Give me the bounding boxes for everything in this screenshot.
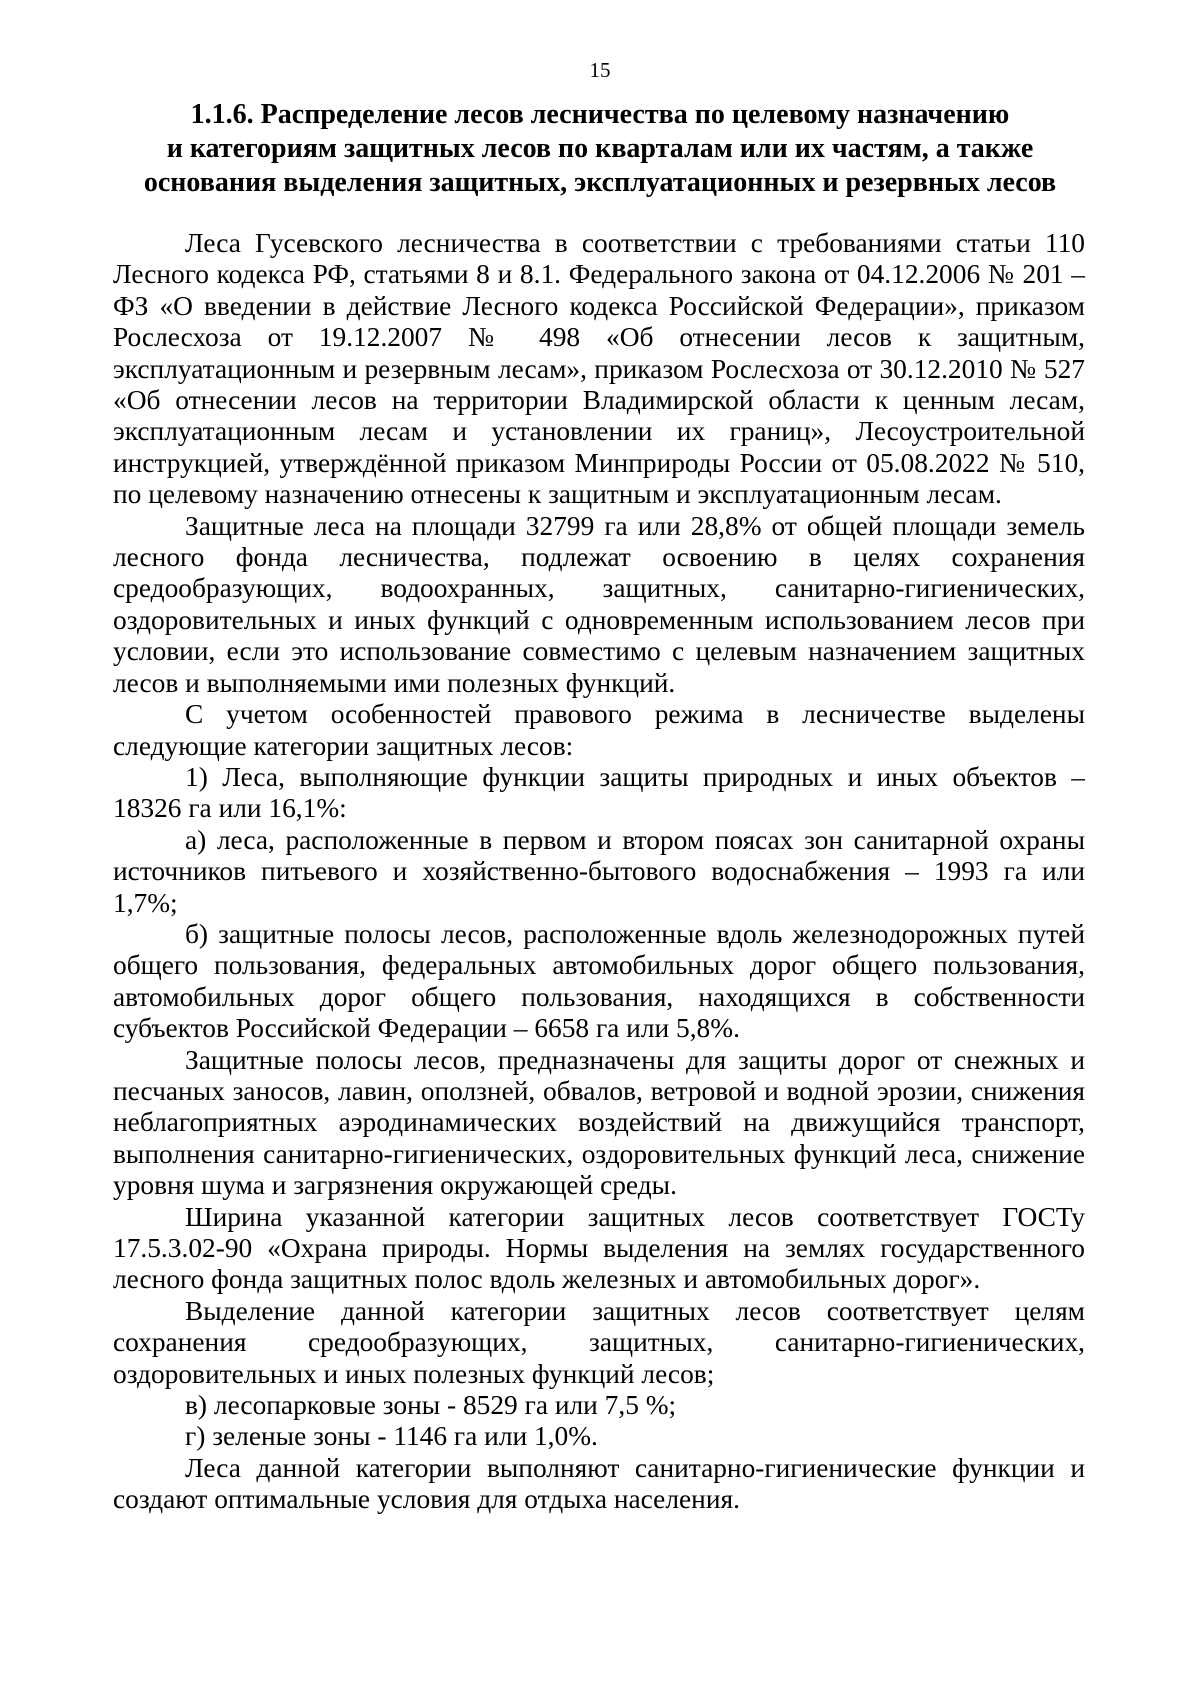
paragraph-protective-strips-purpose: Защитные полосы лесов, предназначены для защиты дорог от снежных и песчаных заносов, лавин, оползней, обвалов, ветровой и водной эрозии, снижения неблагоприятных аэродинамических воздействий на движущийся транспорт, выполнения санитарно-гигиенических, оздоровительных функций леса, снижение уровня шума и загрязнения окружающей среды. bbox=[113, 1044, 1085, 1201]
paragraph-subcategory-v: в) лесопарковые зоны - 8529 га или 7,5 %; bbox=[185, 1390, 677, 1421]
page-number: 15 bbox=[589, 58, 611, 82]
paragraph-subcategory-a: а) леса, расположенные в первом и втором поясах зон санитарной охраны источников питьевого и хозяйственно-бытового водоснабжения – 1993 га или 1,7%; bbox=[113, 824, 1085, 918]
section-heading-line-3: основания выделения защитных, эксплуатационных и резервных лесов bbox=[143, 167, 1057, 198]
paragraph-legal-basis: Леса Гусевского лесничества в соответствии с требованиями статьи 110 Лесного кодекса РФ, статьями 8 и 8.1. Федерального закона от 04.12.2006 № 201 – ФЗ «О введении в действие Лесного кодекса Российской Федерации», приказом Рослесхоза от 19.12.2007 № 498 «Об отнесении лесов к защитным, эксплуатационным и резервным лесам», приказом Рослесхоза от 30.12.2010 № 527 «Об отнесении лесов на территории Владимирской области к ценным лесам, эксплуатационным лесам и установлении их границ», Лесоустроительной инструкцией, утверждённой приказом Минприроды России от 05.08.2022 № 510, по целевому назначению отнесены к защитным и эксплуатационным лесам. bbox=[113, 228, 1085, 510]
body-text bbox=[113, 228, 1085, 1516]
paragraph-subcategory-g: г) зеленые зоны - 1146 га или 1,0%. bbox=[185, 1421, 598, 1452]
section-heading-line-2: и категориям защитных лесов по кварталам или их частям, а также bbox=[166, 133, 1034, 164]
paragraph-subcategory-b: б) защитные полосы лесов, расположенные вдоль железнодорожных путей общего пользования, федеральных автомобильных дорог общего пользования, автомобильных дорог общего пользования, находящихся в собственности субъектов Российской Федерации – 6658 га или 5,8%. bbox=[113, 918, 1085, 1044]
paragraph-category-1: 1) Леса, выполняющие функции защиты природных и иных объектов – 18326 га или 16,1%: bbox=[113, 761, 1085, 824]
paragraph-categories-intro: С учетом особенностей правового режима в лесничестве выделены следующие категории защитных лесов: bbox=[113, 699, 1085, 761]
paragraph-protective-forests-area: Защитные леса на площади 32799 га или 28,8% от общей площади земель лесного фонда лесничества, подлежат освоению в целях сохранения средообразующих, водоохранных, защитных, санитарно-гигиенических, оздоровительных и иных функций с одновременным использованием лесов при условии, если это использование совместимо с целевым назначением защитных лесов и выполняемыми ими полезных функций. bbox=[113, 510, 1085, 698]
paragraph-category-functions: Леса данной категории выполняют санитарно-гигиенические функции и создают оптимальные условия для отдыха населения. bbox=[113, 1452, 1085, 1515]
paragraph-allocation-purpose: Выделение данной категории защитных лесов соответствует целям сохранения средообразующих, защитных, санитарно-гигиенических, оздоровительных и иных полезных функций лесов; bbox=[113, 1295, 1085, 1389]
section-heading-line-1: 1.1.6. Распределение лесов лесничества по целевому назначению bbox=[190, 99, 1010, 130]
section-heading bbox=[110, 98, 1090, 200]
paragraph-width-gost: Ширина указанной категории защитных лесов соответствует ГОСТу 17.5.3.02-90 «Охрана природы. Нормы выделения на землях государственного лесного фонда защитных полос вдоль железных и автомобильных дорог». bbox=[113, 1201, 1085, 1295]
